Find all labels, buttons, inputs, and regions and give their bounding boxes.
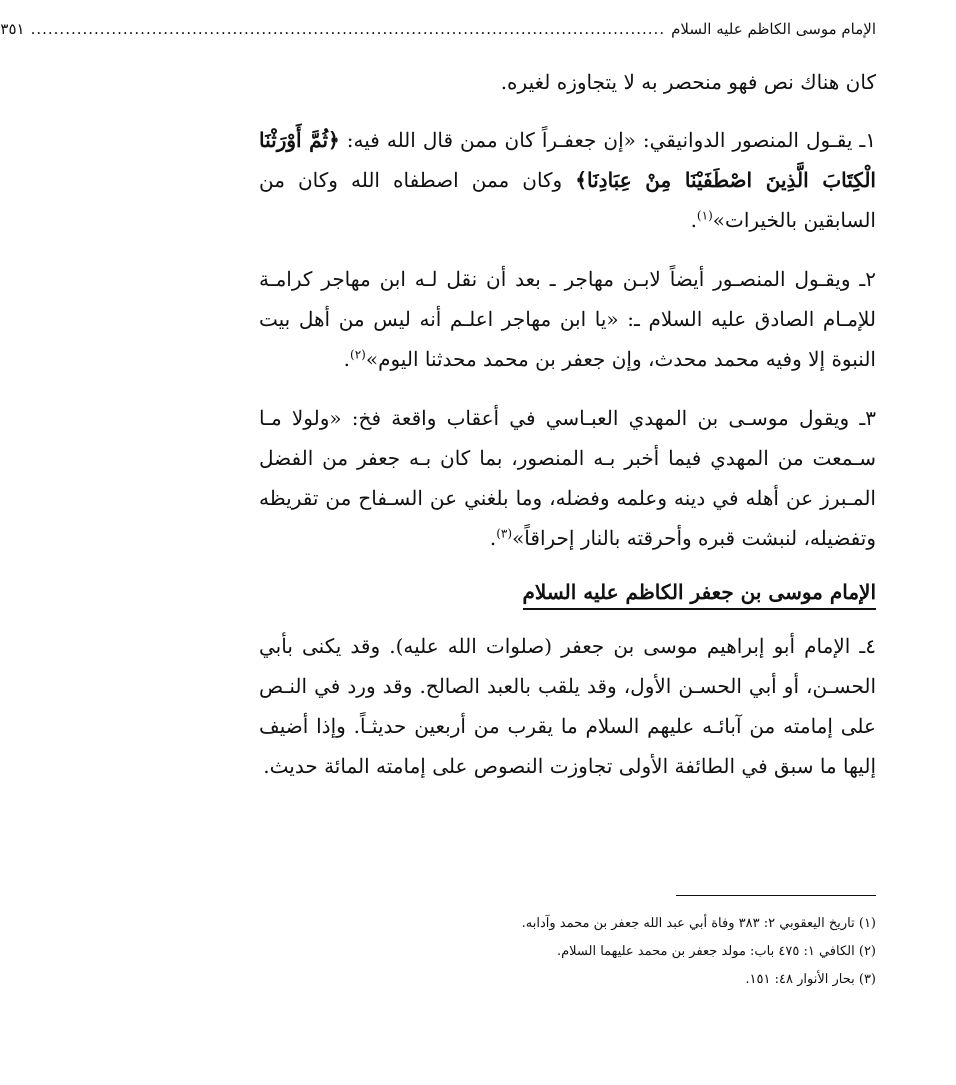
paragraph-text: ٤ـ الإمام أبو إبراهيم موسى بن جعفر (صلوات الله عليه). وقد يكنى بأبي الحسـن، أو أبي الحسـن الأول، وقد يلقب بالعبد الصالح. وقد ورد في النـص على إمامته من آبائـه عليهم السلام ما يقرب من أربعين حديثـاً. وإذا أضيف إليها ما سبق في الطائفة الأولى تجاوزت النصوص على إمامته المائة حديث.: [259, 634, 876, 778]
section-heading: الإمام موسى بن جعفر الكاظم عليه السلام: [523, 580, 877, 610]
footnote-ref-3[interactable]: (٣): [496, 526, 513, 541]
paragraph-4: [259, 626, 876, 786]
paragraph-1: [259, 120, 876, 240]
paragraph-text: كان هناك نص فهو منحصر به لا يتجاوزه لغيره.: [500, 70, 876, 94]
quran-verse: ﴿ثُمَّ أَوْرَثْنَا الْكِتَابَ الَّذِينَ اصْطَفَيْنَا مِنْ عِبَادِنَا﴾: [259, 128, 876, 192]
page-number: ٣٥١: [0, 20, 25, 38]
paragraph-continuation: [259, 62, 876, 102]
paragraph-text: ٢ـ ويقـول المنصـور أيضاً لابـن مهاجر ـ بعد أن نقل لـه ابن مهاجر كرامـة للإمـام الصادق عليه السلام ـ: «يا ابن مهاجر اعلـم أنه ليس من أهل بيت النبوة إلا وفيه محمد محدث، وإن جعفر بن محمد محدثنا اليوم»: [259, 267, 876, 371]
footnote-separator: [676, 895, 876, 896]
paragraph-end: .: [343, 347, 351, 371]
paragraph-end: .: [690, 208, 697, 232]
running-header-title: الإمام موسى الكاظم عليه السلام: [671, 20, 876, 38]
leader-dots: ..............................................................................................................: [30, 20, 666, 38]
paragraph-text: ١ـ يقـول المنصور الدوانيقي: «إن جعفـراً كان ممن قال الله فيه:: [339, 128, 876, 152]
footnote-3: (٣) بحار الأنوار ٤٨: ١٥١.: [745, 972, 876, 987]
paragraph-text: وكان ممن اصطفاه الله وكان من السابقين بالخيرات»: [259, 168, 876, 232]
paragraph-end: .: [489, 526, 497, 550]
footnote-2: (٢) الكافي ١: ٤٧٥ باب: مولد جعفر بن محمد عليهما السلام.: [556, 944, 876, 959]
footnote-1: (١) تاريخ اليعقوبي ٢: ٣٨٣ وفاة أبي عبد الله جعفر بن محمد وآدابه.: [521, 916, 876, 931]
footnotes: [259, 910, 876, 994]
paragraph-text: ٣ـ ويقول موسـى بن المهدي العبـاسي في أعقاب واقعة فخ: «ولولا مـا سـمعت من المهدي فيما أخبر بـه المنصور، بما كان بـه جعفر من الفضل المـبرز عن أهله في دينه وعلمه وفضله، وما بلغني عن السـفاح من تقريظه وتفضيله، لنبشت قبره وأحرقته بالنار إحراقاً»: [259, 406, 876, 550]
running-header: [0, 20, 876, 44]
footnote-ref-1[interactable]: (١): [696, 208, 713, 223]
paragraph-2: [259, 259, 876, 379]
footnote-ref-2[interactable]: (٢): [350, 347, 366, 362]
paragraph-3: [259, 398, 876, 558]
book-page: [0, 20, 876, 1065]
